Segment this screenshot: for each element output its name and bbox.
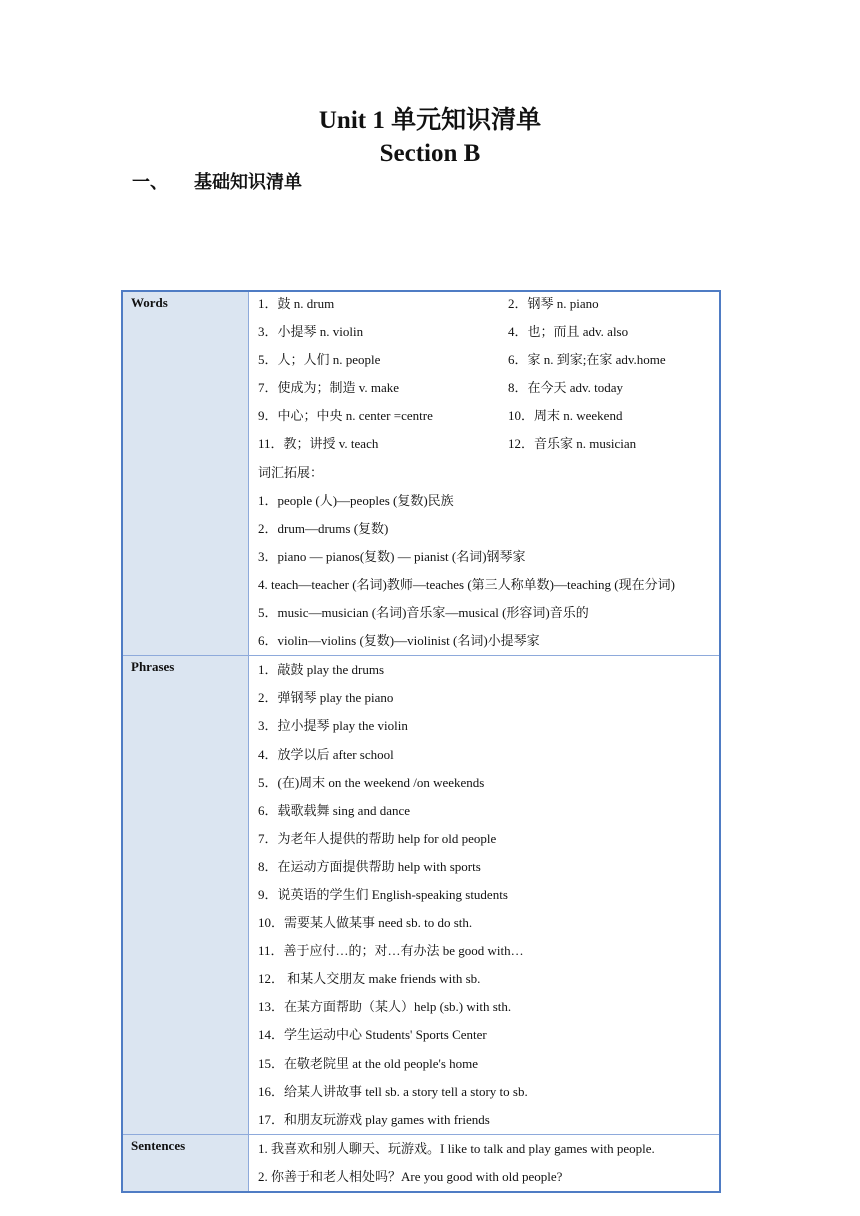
- phrase-line: 6．载歌载舞 sing and dance: [258, 802, 411, 818]
- table-row-sentences: [122, 1134, 720, 1192]
- vocab-extension-line: 词汇拓展：: [258, 464, 324, 480]
- page-subtitle: Section B: [379, 140, 481, 167]
- phrase-line: 4．放学以后 after school: [258, 746, 394, 762]
- phrase-line: 1．敲鼓 play the drums: [258, 662, 385, 678]
- vocab-extension-line: 3．piano — pianos(复数) — pianist (名词)钢琴家: [258, 548, 526, 564]
- phrase-line: 13．在某方面帮助（某人）help (sb.) with sth.: [258, 999, 512, 1015]
- word-item: 4．也；而且 adv. also: [508, 324, 629, 340]
- table-row-phrases: [122, 656, 720, 1135]
- words-pair: [258, 430, 719, 458]
- phrase-line: 9．说英语的学生们 English-speaking students: [258, 886, 508, 902]
- phrase-line: 8．在运动方面提供帮助 help with sports: [258, 858, 481, 874]
- section-heading: [132, 168, 302, 194]
- heading-text: 基础知识清单: [194, 172, 302, 193]
- phrase-line: 5．(在)周末 on the weekend /on weekends: [258, 774, 485, 790]
- word-item: 6．家 n. 到家;在家 adv.home: [508, 352, 666, 368]
- word-item: 11．教；讲授 v. teach: [258, 436, 379, 452]
- word-item: 5．人；人们 n. people: [258, 352, 381, 368]
- phrase-line: 11．善于应付…的；对…有办法 be good with…: [258, 943, 524, 959]
- phrase-line: 17．和朋友玩游戏 play games with friends: [258, 1111, 490, 1127]
- vocab-extension-line: 5．music—musician (名词)音乐家—musical (形容词)音乐的: [258, 605, 589, 621]
- phrase-line: 2．弹钢琴 play the piano: [258, 690, 394, 706]
- words-pair: [258, 374, 719, 402]
- words-content: [249, 291, 721, 656]
- words-pair: [258, 346, 719, 374]
- sentences-content: [249, 1134, 721, 1192]
- phrases-content: [249, 656, 721, 1135]
- phrase-line: 15．在敬老院里 at the old people's home: [258, 1055, 479, 1071]
- page-title: Unit 1 单元知识清单: [318, 107, 542, 134]
- heading-number: 一、: [132, 172, 168, 193]
- vocab-extension-line: 1．people (人)—peoples (复数)民族: [258, 492, 454, 508]
- row-label-sentences: Sentences: [122, 1134, 249, 1192]
- phrase-line: 14．学生运动中心 Students' Sports Center: [258, 1027, 487, 1043]
- knowledge-table: [121, 290, 721, 1193]
- vocab-extension-line: 2．drum—drums (复数): [258, 520, 389, 536]
- phrase-line: 16．给某人讲故事 tell sb. a story tell a story to sb.: [258, 1083, 528, 1099]
- word-item: 3．小提琴 n. violin: [258, 324, 364, 340]
- word-item: 12．音乐家 n. musician: [508, 436, 637, 452]
- vocab-extension-line: 4. teach—teacher (名词)教师—teaches (第三人称单数)—teaching (现在分词): [258, 576, 675, 592]
- sentence-line: 1. 我喜欢和别人聊天、玩游戏。I like to talk and play games with people.: [258, 1140, 655, 1156]
- word-item: 2．钢琴 n. piano: [508, 296, 599, 311]
- row-label-phrases: Phrases: [122, 656, 249, 1135]
- row-label-words: Words: [122, 291, 249, 656]
- table-row-words: [122, 291, 720, 656]
- word-item: 10．周末 n. weekend: [508, 408, 623, 424]
- vocab-extension-line: 6．violin—violins (复数)—violinist (名词)小提琴家: [258, 633, 540, 649]
- words-pair: [258, 318, 719, 346]
- word-item: 9．中心；中央 n. center =centre: [258, 408, 433, 424]
- words-pair: [258, 290, 719, 318]
- word-item: 1．鼓 n. drum: [258, 296, 335, 311]
- phrase-line: 3．拉小提琴 play the violin: [258, 718, 408, 734]
- phrase-line: 10．需要某人做某事 need sb. to do sth.: [258, 915, 473, 931]
- sentence-line: 2. 你善于和老人相处吗？Are you good with old people?: [258, 1168, 563, 1184]
- words-pair: [258, 402, 719, 430]
- phrase-line: 7．为老年人提供的帮助 help for old people: [258, 830, 497, 846]
- word-item: 8．在今天 adv. today: [508, 380, 624, 396]
- phrase-line: 12． 和某人交朋友 make friends with sb.: [258, 971, 481, 987]
- word-item: 7．使成为；制造 v. make: [258, 380, 400, 396]
